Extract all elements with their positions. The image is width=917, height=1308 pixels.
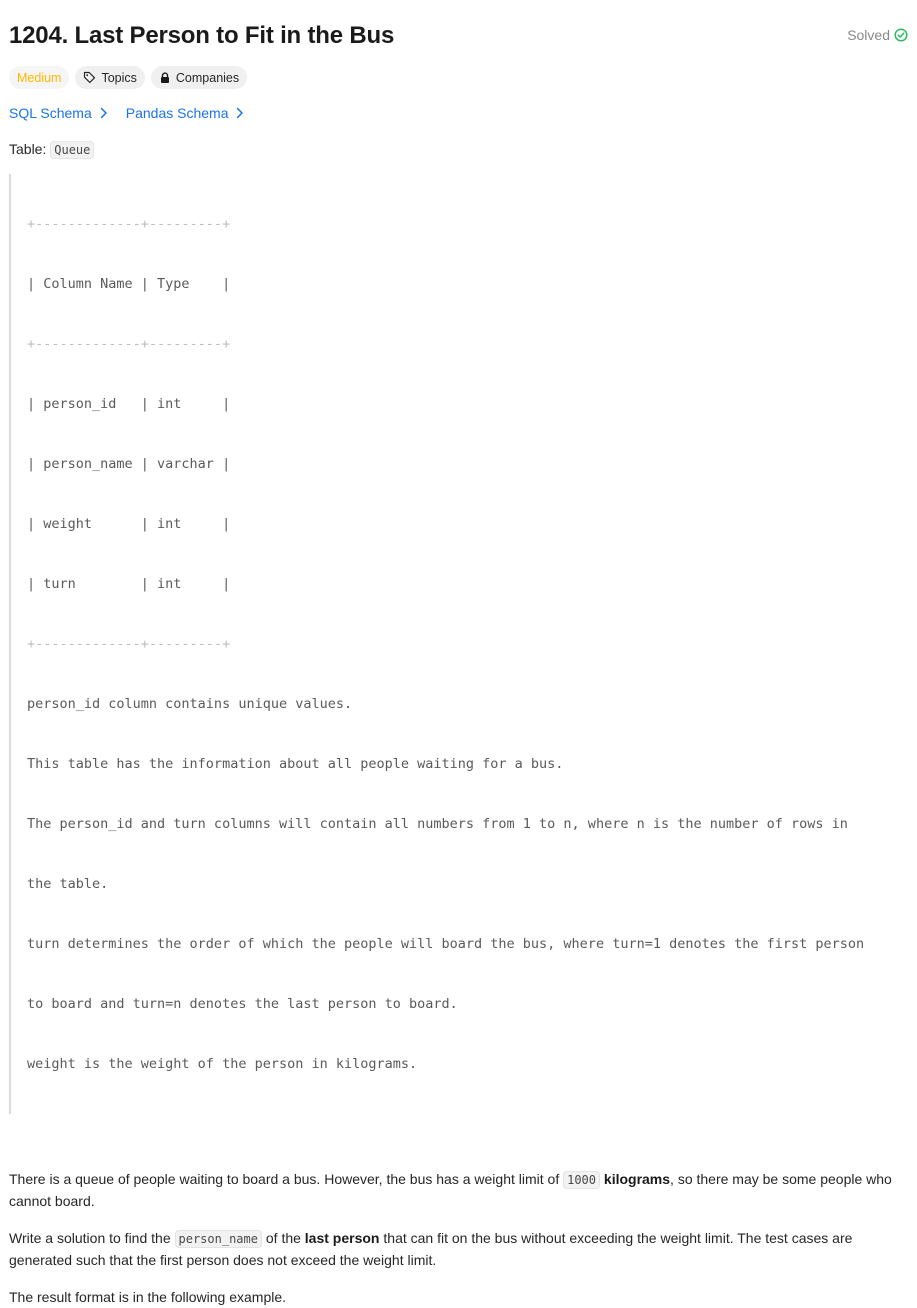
schema-code-block	[9, 174, 908, 1114]
schema-line: +-------------+---------+	[27, 336, 231, 352]
schema-line: | Column Name | Type |	[27, 276, 231, 292]
table-label	[9, 141, 908, 157]
weight-limit-code: 1000	[563, 1171, 600, 1189]
tag-row	[9, 66, 908, 89]
topics-label: Topics	[101, 70, 137, 85]
table-label-text: Table:	[9, 141, 47, 157]
difficulty-badge[interactable]: Medium	[9, 66, 69, 89]
description-paragraph-3: The result format is in the following example.	[9, 1289, 287, 1305]
pandas-schema-label: Pandas Schema	[125, 105, 229, 121]
sql-schema-link[interactable]	[9, 105, 108, 121]
lock-icon	[159, 72, 171, 84]
schema-line: | turn | int |	[27, 576, 231, 592]
title-row	[9, 0, 908, 50]
description-bold: last person	[304, 1230, 380, 1246]
person-name-code: person_name	[175, 1230, 262, 1248]
table-name-code: Queue	[50, 141, 94, 159]
description-text: of the	[261, 1230, 305, 1246]
problem-title: 1204. Last Person to Fit in the Bus	[9, 22, 395, 49]
companies-tag[interactable]	[151, 66, 247, 89]
description-paragraph-1	[9, 1169, 908, 1212]
topics-tag[interactable]	[75, 66, 144, 89]
schema-line: The person_id and turn columns will contain all numbers from 1 to n, where n is the number of rows in	[27, 816, 848, 832]
sql-schema-label: SQL Schema	[9, 105, 92, 121]
tag-icon	[83, 71, 96, 84]
description-text: that can fit on the bus without exceeding the weight limit. The test cases are generated such that the first person does not exceed the weight limit.	[9, 1230, 853, 1268]
chevron-right-icon	[100, 107, 108, 119]
schema-line: turn determines the order of which the people will board the bus, where turn=1 denotes the first person	[27, 936, 865, 952]
schema-line: | person_id | int |	[27, 396, 231, 412]
companies-label: Companies	[175, 70, 240, 85]
check-circle-icon	[894, 28, 908, 42]
schema-line: This table has the information about all people waiting for a bus.	[27, 756, 564, 772]
description-text: There is a queue of people waiting to board a bus. However, the bus has a weight limit of	[9, 1171, 564, 1187]
schema-line: weight is the weight of the person in kilograms.	[27, 1056, 418, 1072]
schema-line: +-------------+---------+	[27, 636, 231, 652]
chevron-right-icon	[236, 107, 244, 119]
description-bold: kilograms	[603, 1171, 671, 1187]
schema-line: | person_name | varchar |	[27, 456, 231, 472]
solved-status	[847, 27, 908, 43]
pandas-schema-link[interactable]	[126, 105, 245, 121]
schema-line: +-------------+---------+	[27, 216, 231, 232]
schema-line: person_id column contains unique values.	[27, 696, 353, 712]
schema-line: to board and turn=n denotes the last person to board.	[27, 996, 458, 1012]
schema-line: the table.	[27, 876, 109, 892]
description-paragraph-2	[9, 1228, 908, 1271]
schema-line: | weight | int |	[27, 516, 231, 532]
solved-label: Solved	[847, 27, 890, 43]
description-text: , so there may be some people who cannot board.	[9, 1171, 892, 1209]
description-text: Write a solution to find the	[9, 1230, 175, 1246]
schema-links	[9, 105, 908, 121]
